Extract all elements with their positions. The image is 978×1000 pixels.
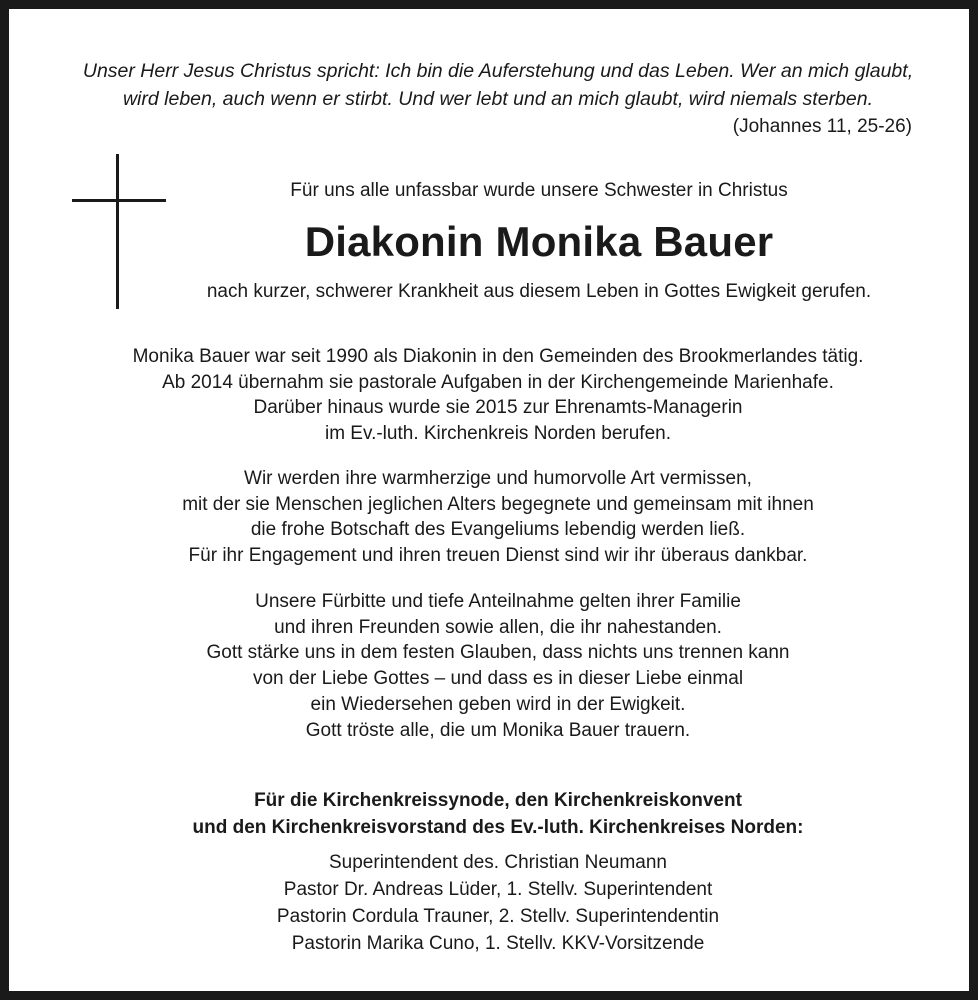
verse-line: Unser Herr Jesus Christus spricht: Ich bin die Auferstehung und das Leben. Wer an mich glaubt, xyxy=(82,60,914,82)
paragraph-line: Gott stärke uns in dem festen Glauben, dass nichts uns trennen kann xyxy=(206,642,790,664)
paragraph-line: Darüber hinaus wurde sie 2015 zur Ehrenamts-Managerin xyxy=(253,397,743,419)
paragraph-line: von der Liebe Gottes – und dass es in dieser Liebe einmal xyxy=(252,668,744,690)
paragraph-line: mit der sie Menschen jeglichen Alters begegnete und gemeinsam mit ihnen xyxy=(182,493,814,515)
paragraph-line: Wir werden ihre warmherzige und humorvolle Art vermissen, xyxy=(244,468,752,489)
signature-heading xyxy=(49,787,947,841)
paragraph-line: im Ev.-luth. Kirchenkreis Norden berufen. xyxy=(324,423,672,445)
signer-list xyxy=(49,849,947,957)
paragraph-condolence xyxy=(49,589,947,743)
announcement-called: nach kurzer, schwerer Krankheit aus diesem Leben in Gottes Ewigkeit gerufen. xyxy=(206,281,872,302)
bible-verse xyxy=(59,57,937,113)
paragraph-line: ein Wiedersehen geben wird in der Ewigkeit. xyxy=(310,693,686,715)
signature-heading-line: und den Kirchenkreisvorstand des Ev.-luth. Kirchenkreises Norden: xyxy=(192,817,804,838)
paragraph-tribute xyxy=(49,466,947,569)
signer: Pastorin Marika Cuno, 1. Stellv. KKV-Vorsitzende xyxy=(291,933,705,954)
paragraph-line: Für ihr Engagement und ihren treuen Dienst sind wir ihr überaus dankbar. xyxy=(188,545,808,567)
paragraph-line: Gott tröste alle, die um Monika Bauer trauern. xyxy=(305,719,691,741)
verse-line: wird leben, auch wenn er stirbt. Und wer lebt und an mich glaubt, wird niemals sterben. xyxy=(122,88,874,110)
cross-vertical-bar xyxy=(116,154,119,309)
paragraph-line: Ab 2014 übernahm sie pastorale Aufgaben in der Kirchengemeinde Marienhafe. xyxy=(162,371,834,393)
signer: Pastor Dr. Andreas Lüder, 1. Stellv. Superintendent xyxy=(283,879,713,900)
paragraph-line: Monika Bauer war seit 1990 als Diakonin in den Gemeinden des Brookmerlandes tätig. xyxy=(132,346,864,367)
paragraph-line: Unsere Fürbitte und tiefe Anteilnahme gelten ihrer Familie xyxy=(255,591,741,612)
paragraph-line: und ihren Freunden sowie allen, die ihr nahestanden. xyxy=(274,616,722,638)
signature-heading-line: Für die Kirchenkreissynode, den Kirchenkreiskonvent xyxy=(254,790,742,811)
signer: Superintendent des. Christian Neumann xyxy=(329,852,667,873)
paragraph-line: die frohe Botschaft des Evangeliums lebendig werden ließ. xyxy=(250,519,746,541)
paragraph-biography xyxy=(49,344,947,447)
announcement-intro: Für uns alle unfassbar wurde unsere Schwester in Christus xyxy=(290,180,788,201)
deceased-name: Diakonin Monika Bauer xyxy=(304,218,774,265)
verse-reference: (Johannes 11, 25-26) xyxy=(732,116,912,137)
signer: Pastorin Cordula Trauner, 2. Stellv. Superintendentin xyxy=(276,906,720,927)
